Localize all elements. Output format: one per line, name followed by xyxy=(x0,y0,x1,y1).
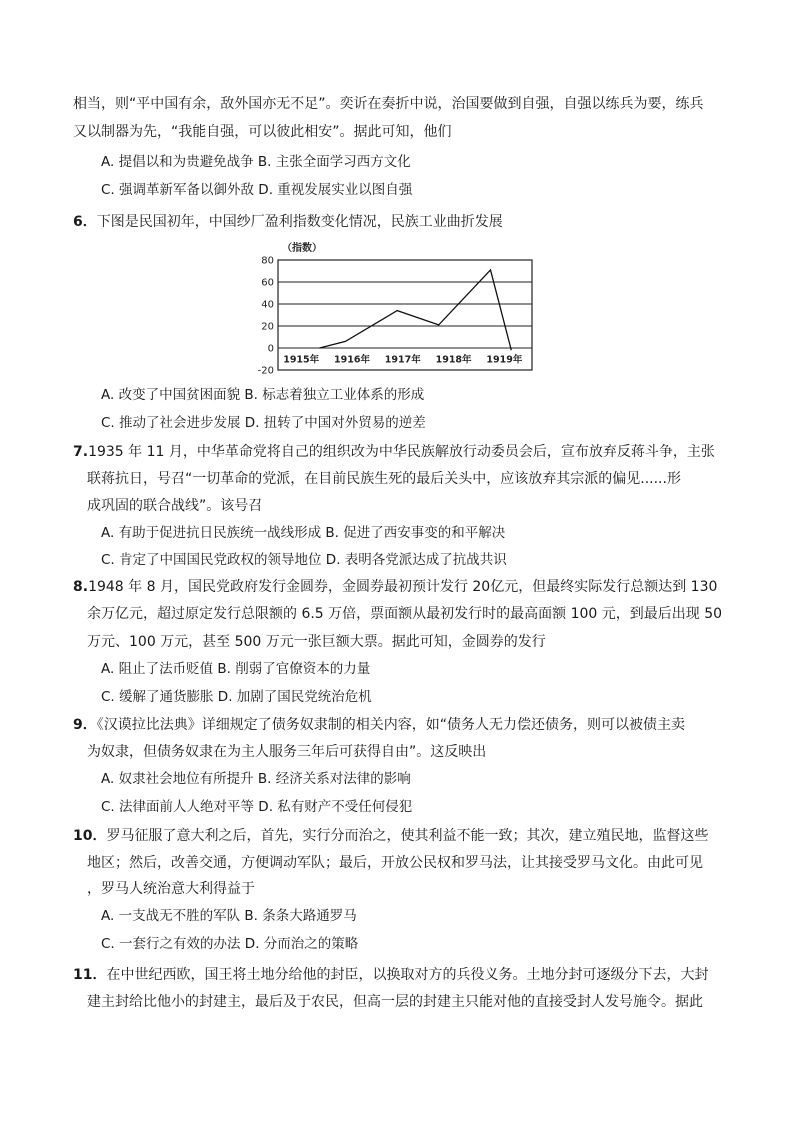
plot-frame xyxy=(278,260,532,370)
q10-options-cd: C. 一套行之有效的办法 D. 分而治之的策略 xyxy=(101,936,359,952)
q8-stem-line-2: 余万亿元，超过原定发行总限额的 6.5 万倍，票面额从最初发行时的最高面额 100 元，到最后出现 50 xyxy=(87,606,723,622)
q7-options-ab: A. 有助于促进抗日民族统一战线形成 B. 促进了西安事变的和平解决 xyxy=(101,525,506,541)
q6-stem xyxy=(73,213,503,231)
q10-stem-text-1: 罗马征服了意大利之后，首先，实行分而治之，使其利益不能一致；其次，建立殖民地，监督这些 xyxy=(106,828,709,844)
q9-options-cd: C. 法律面前人人绝对平等 D. 私有财产不受任何侵犯 xyxy=(101,799,413,815)
x-tick-labels xyxy=(283,354,523,366)
q8-number: 8. xyxy=(73,579,89,595)
q7-options-cd: C. 肯定了中国国民党政权的领导地位 D. 表明各党派达成了抗战共识 xyxy=(101,552,507,568)
x-tick-label: 1919年 xyxy=(486,354,523,366)
q8-stem-line-3: 万元、100 万元，甚至 500 万元一张巨额大票。据此可知，金圆券的发行 xyxy=(87,634,546,650)
q6-options-ab: A. 改变了中国贫困面貌 B. 标志着独立工业体系的形成 xyxy=(101,387,425,403)
q9-stem-text-1: 《汉谟拉比法典》详细规定了债务奴隶制的相关内容，如“债务人无力偿还债务，则可以被债主卖 xyxy=(96,717,686,733)
q9-options-ab: A. 奴隶社会地位有所提升 B. 经济关系对法律的影响 xyxy=(101,771,411,787)
q7-stem-line-3: 成巩固的联合战线”。该号召 xyxy=(87,498,263,514)
q8-options-ab: A. 阻止了法币贬值 B. 削弱了官僚资本的力量 xyxy=(101,661,371,677)
q6-number: 6． xyxy=(73,214,97,230)
q10-number: 10． xyxy=(73,828,107,844)
y-tick-label: 80 xyxy=(261,255,274,267)
q11-stem-text-1: 在中世纪西欧，国王将土地分给他的封臣，以换取对方的兵役义务。土地分封可逐级分下去，大封 xyxy=(106,967,709,983)
y-tick-label: 40 xyxy=(261,299,274,311)
q11-stem-line-2: 建主封给比他小的封建主，最后及于农民，但高一层的封建主只能对他的直接受封人发号施令。据此 xyxy=(87,994,703,1010)
x-tick-label: 1916年 xyxy=(334,354,370,366)
y-tick-label: -20 xyxy=(257,365,274,374)
q9-number: 9． xyxy=(73,717,97,733)
y-tick-label: 0 xyxy=(267,343,274,355)
y-tick-labels xyxy=(258,256,274,375)
x-tick-label: 1917年 xyxy=(384,354,421,366)
y-tick-label: 60 xyxy=(261,277,274,289)
q5-stem-line-2: 又以制器为先，“我能自强，可以彼此相安”。据此可知，他们 xyxy=(73,124,452,140)
y-tick-label: 20 xyxy=(261,321,274,333)
profit-index-chart xyxy=(252,238,537,374)
q8-stem-line-1 xyxy=(73,578,717,596)
q7-stem-line-1 xyxy=(73,443,715,461)
q8-stem-text-1: 1948 年 8 月，国民党政府发行金圆券，金圆券最初预计发行 20亿元，但最终实际发行总额达到 130 xyxy=(88,579,718,595)
y-axis-label: （指数） xyxy=(282,243,322,254)
q5-options-cd: C. 强调革新军备以御外敌 D. 重视发展实业以图自强 xyxy=(101,182,413,198)
q10-stem-line-2: 地区；然后，改善交通，方便调动军队；最后，开放公民权和罗马法，让其接受罗马文化。由此可见 xyxy=(87,855,703,871)
q7-number: 7. xyxy=(73,444,89,460)
q7-stem-text-1: 1935 年 11 月，中华革命党将自己的组织改为中华民族解放行动委员会后，宣布放弃反蒋斗争，主张 xyxy=(88,444,715,460)
q6-options-cd: C. 推动了社会进步发展 D. 扭转了中国对外贸易的逆差 xyxy=(101,415,426,431)
q5-stem-line-1: 相当，则“平中国有余，敌外国亦无不足”。奕䜣在奏折中说，治国要做到自强，自强以练兵为要，练兵 xyxy=(73,96,704,112)
q9-stem-line-2: 为奴隶，但债务奴隶在为主人服务三年后可获得自由”。这反映出 xyxy=(87,744,487,760)
q8-options-cd: C. 缓解了通货膨胀 D. 加剧了国民党统治危机 xyxy=(101,689,372,705)
q11-stem-line-1 xyxy=(73,966,708,984)
q6-stem-text: 下图是民国初年，中国纱厂盈利指数变化情况，民族工业曲折发展 xyxy=(96,214,503,230)
q10-options-ab: A. 一支战无不胜的军队 B. 条条大路通罗马 xyxy=(101,908,357,924)
q11-number: 11． xyxy=(73,967,107,983)
q5-options-ab: A. 提倡以和为贵避免战争 B. 主张全面学习西方文化 xyxy=(101,154,411,170)
q10-stem-line-1 xyxy=(73,827,708,845)
q9-stem-line-1 xyxy=(73,716,685,734)
q7-stem-line-2: 联蒋抗日，号召“一切革命的党派，在目前民族生死的最后关头中，应该放弃其宗派的偏见......形 xyxy=(87,471,681,487)
x-tick-label: 1918年 xyxy=(435,354,472,366)
q10-stem-line-3: ，罗马人统治意大利得益于 xyxy=(87,881,255,897)
x-tick-label: 1915年 xyxy=(283,354,320,366)
grid-lines xyxy=(278,282,532,348)
